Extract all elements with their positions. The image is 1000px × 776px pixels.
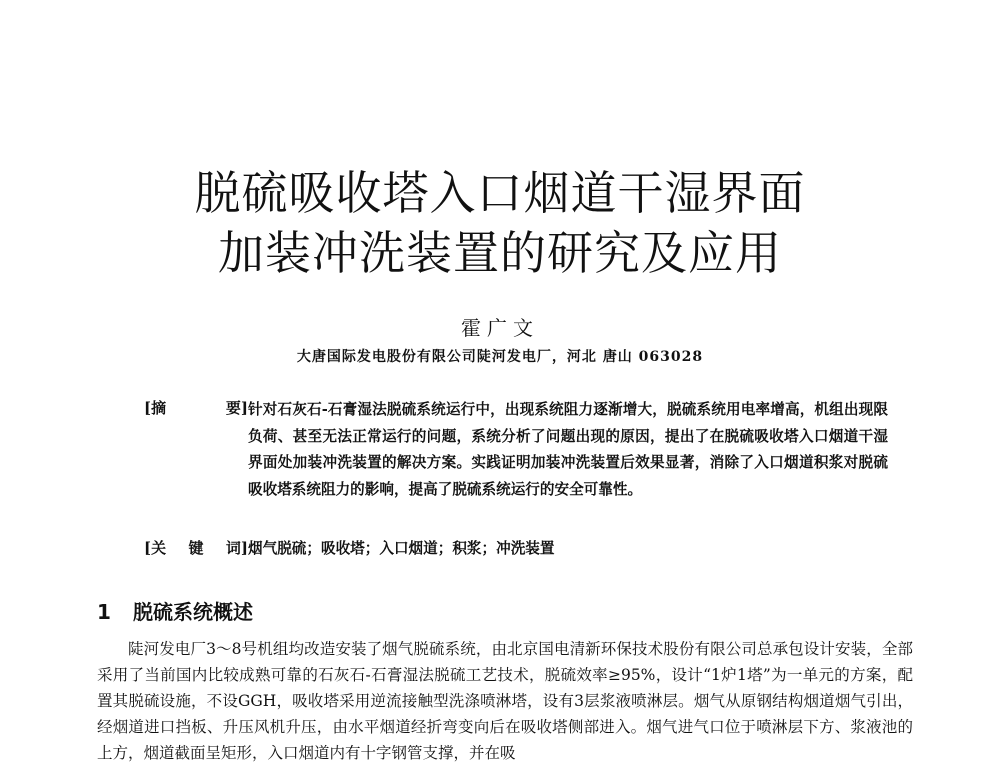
keywords-label-part-1: [关: [144, 539, 167, 557]
abstract-label: [144, 397, 248, 418]
section-body: [97, 636, 913, 766]
paper-title-line-2: 加装冲洗装置的研究及应用: [218, 226, 782, 280]
section-number: 1: [97, 600, 111, 624]
keywords-label-part-3: 词]: [225, 539, 248, 557]
author-affiliation: 大唐国际发电股份有限公司陡河发电厂，河北 唐山 063028: [296, 349, 704, 365]
keywords-label: [144, 537, 248, 558]
abstract-label-left: [摘: [144, 399, 167, 417]
keywords-text: 烟气脱硫；吸收塔；入口烟道；积浆；冲洗装置: [248, 540, 555, 557]
author-name: 霍广文: [461, 316, 539, 340]
paper-title-line-1: 脱硫吸收塔入口烟道干湿界面: [194, 166, 806, 220]
keywords-label-part-2: 键: [188, 539, 204, 557]
section-heading: [97, 596, 253, 625]
abstract-label-right: 要]: [225, 399, 248, 417]
section-title: 脱硫系统概述: [133, 600, 253, 624]
abstract-text: 针对石灰石-石膏湿法脱硫系统运行中，出现系统阻力逐渐增大，脱硫系统用电率增高，机组出现限负荷、甚至无法正常运行的问题，系统分析了问题出现的原因，提出了在脱硫吸收塔入口烟道干湿界面处加装冲洗装置的解决方案。实践证明加装冲洗装置后效果显著，消除了入口烟道积浆对脱硫吸收塔系统阻力的影响，提高了脱硫系统运行的安全可靠性。: [248, 401, 888, 498]
body-paragraph: 陡河发电厂3～8号机组均改造安装了烟气脱硫系统，由北京国电清新环保技术股份有限公司总承包设计安装，全部采用了当前国内比较成熟可靠的石灰石-石膏湿法脱硫工艺技术，脱硫效率≥95%，设计“1炉1塔”为一单元的方案，配置其脱硫设施，不设GGH，吸收塔采用逆流接触型洗涤喷淋塔，设有3层浆液喷淋层。烟气从原钢结构烟道烟气引出，经烟道进口挡板、升压风机升压，由水平烟道经折弯变向后在吸收塔侧部进入。烟气进气口位于喷淋层下方、浆液池的上方，烟道截面呈矩形，入口烟道内有十字钢管支撑，并在吸: [97, 640, 913, 762]
